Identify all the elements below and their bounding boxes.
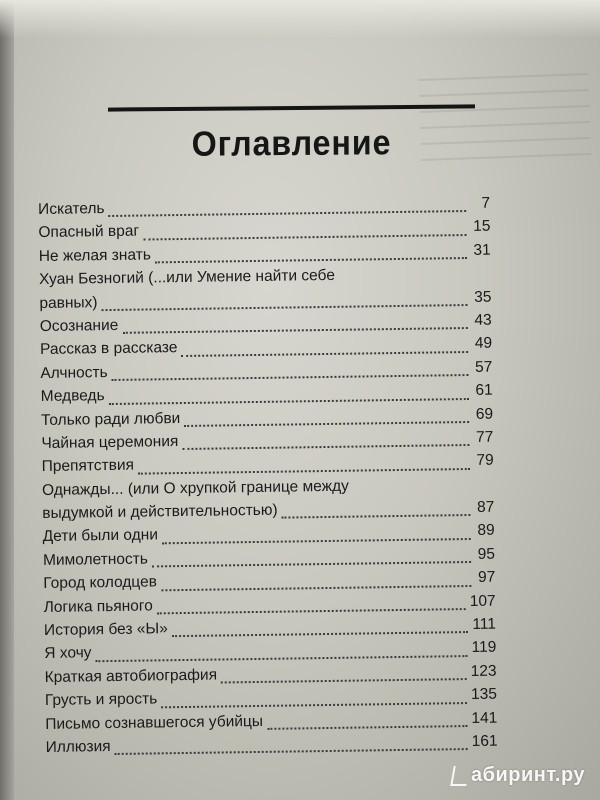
dot-leader [162,538,471,544]
toc-entry-title: равных) [39,293,98,312]
dot-leader [161,702,467,708]
toc-entry [46,733,498,763]
toc-entry-title: Искатель [38,200,105,218]
dot-leader [157,608,466,614]
dot-leader [184,421,469,427]
toc-entry-page-number: 161 [471,732,498,750]
toc-entry-title: Краткая автобиография [44,666,218,686]
toc-entry-title: Опасный враг [38,222,140,242]
toc-entry-page-number: 123 [470,662,497,680]
watermark [452,764,585,787]
dot-leader [152,561,471,567]
toc-entry-page-number: 77 [475,428,494,446]
table-of-contents [38,195,498,763]
toc-entry-title: Однажды... (или О хрупкой границе между [41,477,349,499]
dot-leader [155,257,467,263]
toc-entry-title: Письмо сознавшегося убийцы [45,712,264,733]
toc-entry-page-number: 95 [477,545,496,563]
toc-entry-title: Я хочу [44,644,92,663]
toc-entry-title: Логика пьяного [43,597,153,616]
toc-entry-page-number: 89 [477,522,495,540]
toc-entry-title: Город колодцев [43,573,158,593]
page-title: Оглавление [191,123,392,164]
toc-entry-title: Мимолетность [42,550,149,569]
toc-entry-title: История без «Ы» [43,620,168,639]
toc-entry-page-number: 61 [475,381,493,400]
toc-entry-page-number: 35 [474,288,492,306]
dot-leader [109,210,467,217]
toc-entry-page-number: 107 [469,592,496,610]
toc-entry-title: Осознание [39,316,119,335]
toc-entry-page-number: 79 [476,451,494,470]
toc-entry-title: Иллюзия [45,738,111,756]
toc-entry-title: Рассказ в рассказе [39,339,178,359]
dot-leader [109,398,469,405]
toc-entry-page-number: 31 [473,241,491,259]
toc-entry-page-number: 135 [470,685,498,704]
dot-leader [161,585,471,591]
dot-leader [267,725,467,730]
dot-leader [115,748,468,755]
toc-entry-page-number: 15 [473,218,491,236]
dot-leader [182,444,469,450]
toc-entry-page-number: 141 [471,709,498,727]
labirint-logo-icon [450,766,470,786]
dot-leader [138,468,470,475]
page-top-glare [0,0,600,38]
dot-leader [181,351,468,357]
toc-entry-page-number: 69 [475,405,494,423]
toc-entry-page-number: 87 [476,498,495,516]
toc-entry-page-number: 7 [481,194,491,212]
page-shadow-edge [0,0,14,800]
toc-entry-title: Не желая знать [38,246,151,265]
dot-leader [96,655,468,662]
toc-entry-page-number: 43 [474,311,492,329]
toc-entry-title: Дети были одни [42,526,159,546]
toc-entry-page-number: 97 [477,568,496,587]
dot-leader [282,514,471,519]
toc-entry-page-number: 111 [472,615,497,634]
dot-leader [122,327,467,334]
dot-leader [172,631,469,637]
toc-entry-title: Препятствия [41,456,135,476]
toc-entry-title: Хуан Безногий (...или Умение найти себе [38,267,336,289]
watermark-text: абиринт.ру [471,764,586,786]
toc-entry-page-number: 57 [474,358,493,376]
toc-entry-title: Медведь [40,387,105,406]
toc-entry-title: Только ради любви [40,409,181,429]
toc-entry-page-number: 49 [474,335,493,353]
toc-entry-title: Чайная церемония [41,432,179,452]
toc-entry-title: выдумкой и действительностью) [42,501,278,523]
dot-leader [143,234,466,241]
toc-entry-page-number: 119 [471,639,497,657]
dot-leader [112,374,469,381]
toc-entry-title: Алчность [40,363,108,382]
toc-entry-title: Грусть и ярость [44,690,158,710]
dot-leader [221,678,467,683]
dot-leader [102,304,468,311]
